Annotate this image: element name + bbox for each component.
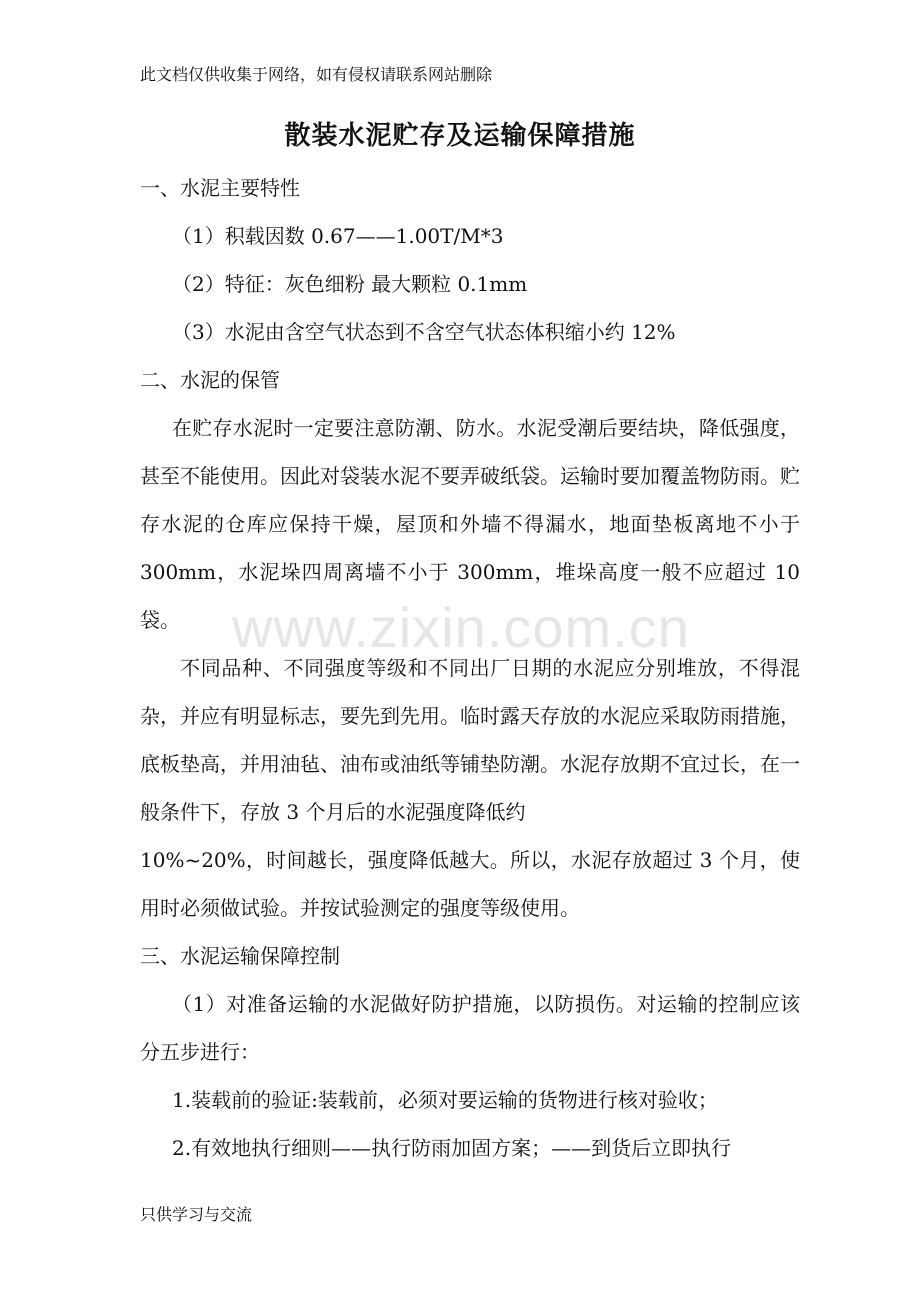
section1-item-2: （2）特征：灰色细粉 最大颗粒 0.1mm	[172, 272, 528, 296]
section3-paragraph-1: （1）对准备运输的水泥做好防护措施，以防损伤。对运输的控制应该分五步进行：	[140, 992, 800, 1064]
section2-paragraph-2-continued: 10%~20%，时间越长，强度降低越大。所以，水泥存放超过 3 个月，使用时必须做试验。并按试验测定的强度等级使用。	[140, 848, 800, 920]
section3-heading: 三、水泥运输保障控制	[140, 944, 340, 968]
header-disclaimer: 此文档仅供收集于网络，如有侵权请联系网站删除	[140, 65, 493, 84]
section1-item-3: （3）水泥由含空气状态到不含空气状态体积缩小约 12%	[172, 320, 676, 344]
document-body	[140, 164, 800, 1172]
section1-item-1: （1）积载因数 0.67——1.00T/M*3	[172, 224, 504, 248]
document-title: 散装水泥贮存及运输保障措施	[284, 121, 636, 151]
watermark: www.zixin.com.cn	[232, 596, 690, 659]
section3-step-1: 1.装载前的验证:装载前，必须对要运输的货物进行核对验收；	[172, 1088, 718, 1112]
footer-note: 只供学习与交流	[140, 1205, 253, 1224]
section2-heading: 二、水泥的保管	[140, 368, 280, 392]
section2-paragraph-1: 在贮存水泥时一定要注意防潮、防水。水泥受潮后要结块，降低强度，甚至不能使用。因此对袋装水泥不要弄破纸袋。运输时要加覆盖物防雨。贮存水泥的仓库应保持干燥，屋顶和外墙不得漏水，地面垫板离地不小于 300mm，水泥垛四周离墙不小于 300mm，堆垛高度一般不应超过 10 袋。	[140, 416, 800, 632]
section2-paragraph-2: 不同品种、不同强度等级和不同出厂日期的水泥应分别堆放，不得混杂，并应有明显标志，要先到先用。临时露天存放的水泥应采取防雨措施，底板垫高，并用油毡、油布或油纸等铺垫防潮。水泥存放期不宜过长，在一般条件下，存放 3 个月后的水泥强度降低约	[140, 656, 800, 824]
section3-step-2: 2.有效地执行细则——执行防雨加固方案；——到货后立即执行	[172, 1136, 732, 1160]
section1-heading: 一、水泥主要特性	[140, 176, 300, 200]
